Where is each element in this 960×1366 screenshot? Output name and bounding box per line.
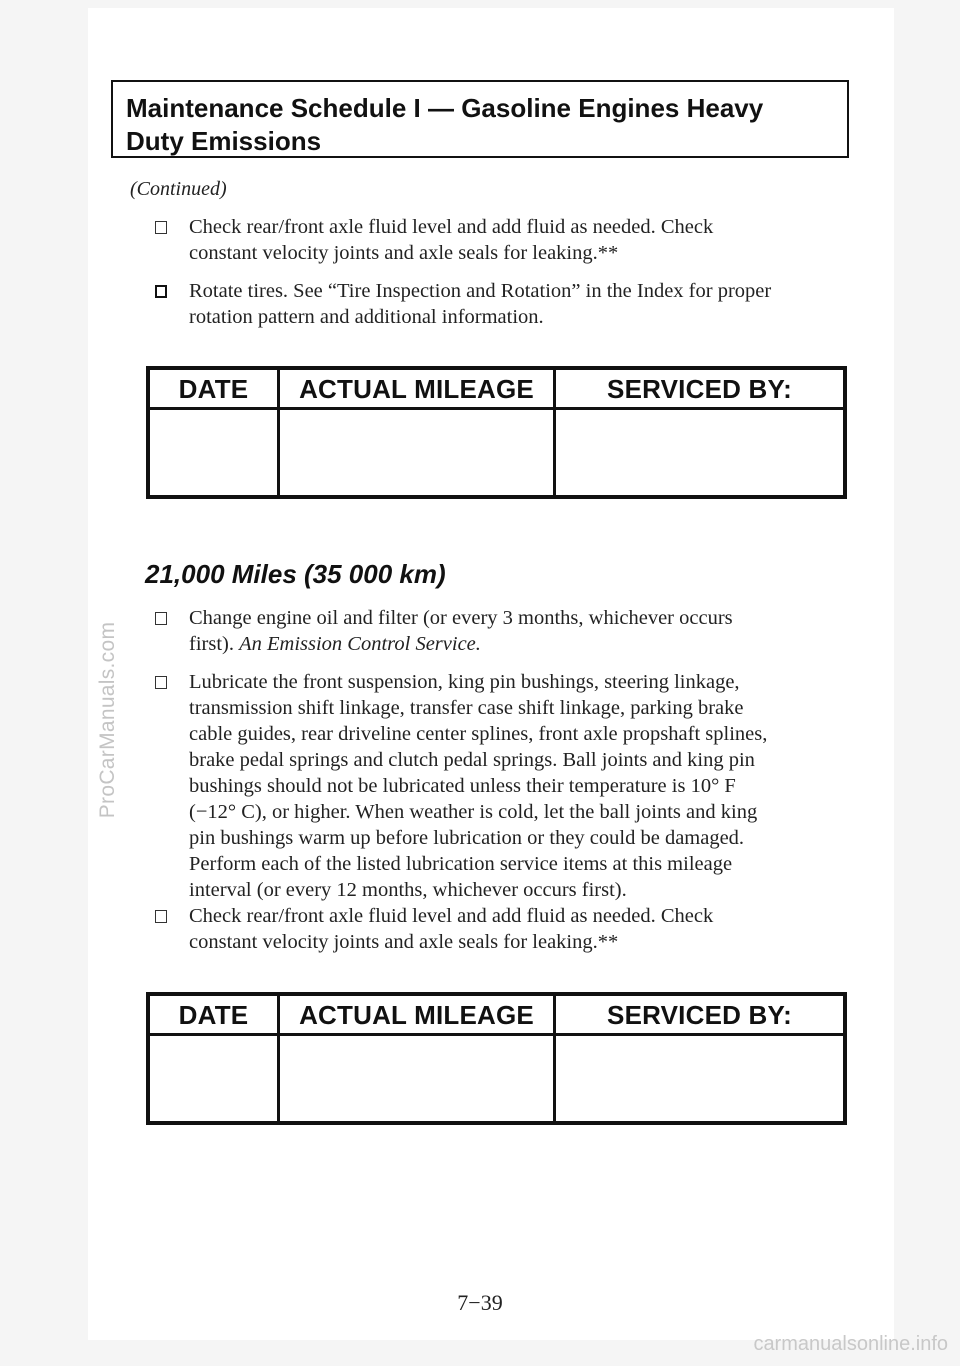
header-date: DATE — [178, 1000, 249, 1030]
mileage-entry-cell[interactable] — [280, 410, 553, 495]
checkbox-icon[interactable] — [155, 285, 167, 298]
item-line: bushings should not be lubricated unless their temperature is 10° F — [189, 775, 736, 797]
item-line: Check rear/front axle fluid level and add fluid as needed. Check — [189, 905, 714, 927]
date-entry-cell[interactable] — [150, 1036, 277, 1121]
item-line: (−12° C), or higher. When weather is cold, let the ball joints and king — [189, 801, 758, 823]
checkbox-icon[interactable] — [155, 612, 167, 625]
checklist-item-rotate-tires — [155, 278, 855, 330]
item-line: Lubricate the front suspension, king pin bushings, steering linkage, — [189, 671, 740, 693]
item-line: rotation pattern and additional information. — [189, 306, 544, 328]
emission-service-note: An Emission Control Service. — [239, 633, 481, 655]
bottom-watermark: carmanualsonline.info — [753, 1333, 948, 1355]
section-header — [111, 80, 849, 158]
item-text: first). — [189, 633, 240, 655]
header-actual-mileage: ACTUAL MILEAGE — [299, 1000, 534, 1030]
section-title-line-2: Duty Emissions — [126, 126, 322, 156]
item-line: cable guides, rear driveline center splines, front axle propshaft splines, — [189, 723, 768, 745]
checkbox-icon[interactable] — [155, 676, 167, 689]
item-line: Rotate tires. See “Tire Inspection and Rotation” in the Index for proper — [189, 280, 772, 302]
checklist-item-axle-fluid — [155, 214, 855, 266]
item-line: transmission shift linkage, transfer case shift linkage, parking brake — [189, 697, 744, 719]
item-line: interval (or every 12 months, whichever occurs first). — [189, 879, 627, 901]
side-watermark: ProCarManuals.com — [96, 621, 119, 819]
page-number: 7−39 — [457, 1290, 503, 1315]
item-line: constant velocity joints and axle seals for leaking.** — [189, 931, 619, 953]
header-serviced-by: SERVICED BY: — [607, 374, 792, 404]
checklist-item-axle-fluid-2 — [155, 903, 855, 955]
header-date: DATE — [178, 374, 249, 404]
item-line: Perform each of the listed lubrication service items at this mileage — [189, 853, 733, 875]
section-title-line-1: Maintenance Schedule I — Gasoline Engines Heavy — [126, 93, 764, 123]
service-record-table — [146, 366, 847, 499]
date-entry-cell[interactable] — [150, 410, 277, 495]
checklist-item-lubrication — [155, 669, 855, 903]
interval-heading: 21,000 Miles (35 000 km) — [145, 559, 446, 589]
checkbox-icon[interactable] — [155, 221, 167, 234]
continued-label: (Continued) — [130, 178, 227, 200]
item-line: pin bushings warm up before lubrication or they could be damaged. — [189, 827, 745, 849]
item-line: Change engine oil and filter (or every 3 months, whichever occurs — [189, 607, 733, 629]
mileage-entry-cell[interactable] — [280, 1036, 553, 1121]
header-actual-mileage: ACTUAL MILEAGE — [299, 374, 534, 404]
item-line: Check rear/front axle fluid level and add fluid as needed. Check — [189, 216, 714, 238]
checklist-item-engine-oil — [155, 605, 855, 657]
serviced-by-entry-cell[interactable] — [556, 410, 843, 495]
serviced-by-entry-cell[interactable] — [556, 1036, 843, 1121]
item-line: brake pedal springs and clutch pedal springs. Ball joints and king pin — [189, 749, 755, 771]
item-line — [189, 631, 855, 657]
item-line: constant velocity joints and axle seals for leaking.** — [189, 242, 619, 264]
checkbox-icon[interactable] — [155, 910, 167, 923]
service-record-table-2 — [146, 992, 847, 1125]
header-serviced-by: SERVICED BY: — [607, 1000, 792, 1030]
